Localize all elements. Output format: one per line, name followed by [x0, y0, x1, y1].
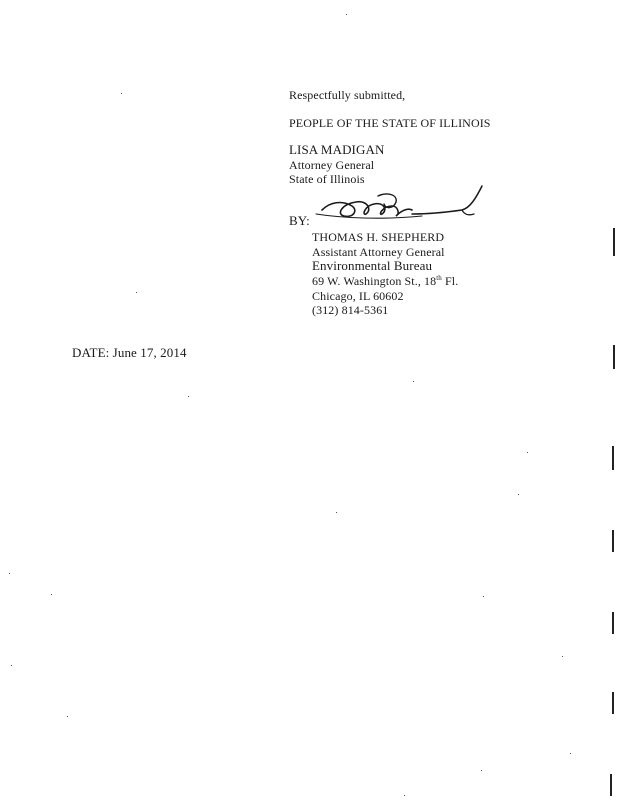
signer-title: Assistant Attorney General: [312, 245, 445, 259]
date-line: DATE: June 17, 2014: [72, 345, 187, 360]
scan-speck: [527, 452, 528, 453]
scan-speck: [346, 14, 347, 15]
scan-speck: [9, 573, 10, 574]
margin-mark: [610, 774, 612, 796]
street-address-sup: th: [436, 274, 442, 282]
scan-speck: [404, 795, 405, 796]
party-name: PEOPLE OF THE STATE OF ILLINOIS: [289, 116, 491, 130]
margin-mark: [612, 692, 614, 714]
scan-speck: [336, 512, 337, 513]
margin-mark: [612, 530, 614, 552]
attorney-general-state: State of Illinois: [289, 172, 365, 186]
scan-speck: [67, 716, 68, 717]
margin-mark: [612, 446, 614, 470]
scan-speck: [11, 665, 12, 666]
street-address: [312, 274, 458, 288]
scan-speck: [413, 381, 414, 382]
scan-speck: [121, 93, 122, 94]
scan-speck: [188, 396, 189, 397]
by-label: BY:: [289, 213, 310, 228]
bureau-name: Environmental Bureau: [312, 258, 433, 273]
signature-image: [312, 180, 492, 230]
city-state-zip: Chicago, IL 60602: [312, 289, 404, 303]
signer-name: THOMAS H. SHEPHERD: [312, 230, 445, 244]
scan-speck: [136, 292, 137, 293]
street-address-suffix: Fl.: [441, 274, 459, 288]
scan-speck: [483, 596, 484, 597]
attorney-general-name: LISA MADIGAN: [289, 142, 385, 157]
scan-speck: [51, 594, 52, 595]
scan-speck: [562, 656, 563, 657]
attorney-general-title: Attorney General: [289, 158, 375, 172]
margin-mark: [613, 345, 615, 369]
scan-speck: [481, 770, 482, 771]
street-address-main: 69 W. Washington St., 18: [312, 274, 437, 288]
respectfully-submitted: Respectfully submitted,: [289, 88, 406, 102]
scan-speck: [518, 494, 519, 495]
margin-mark: [612, 612, 614, 634]
phone-number: (312) 814-5361: [312, 303, 389, 317]
scan-speck: [570, 753, 571, 754]
margin-mark: [613, 228, 615, 256]
